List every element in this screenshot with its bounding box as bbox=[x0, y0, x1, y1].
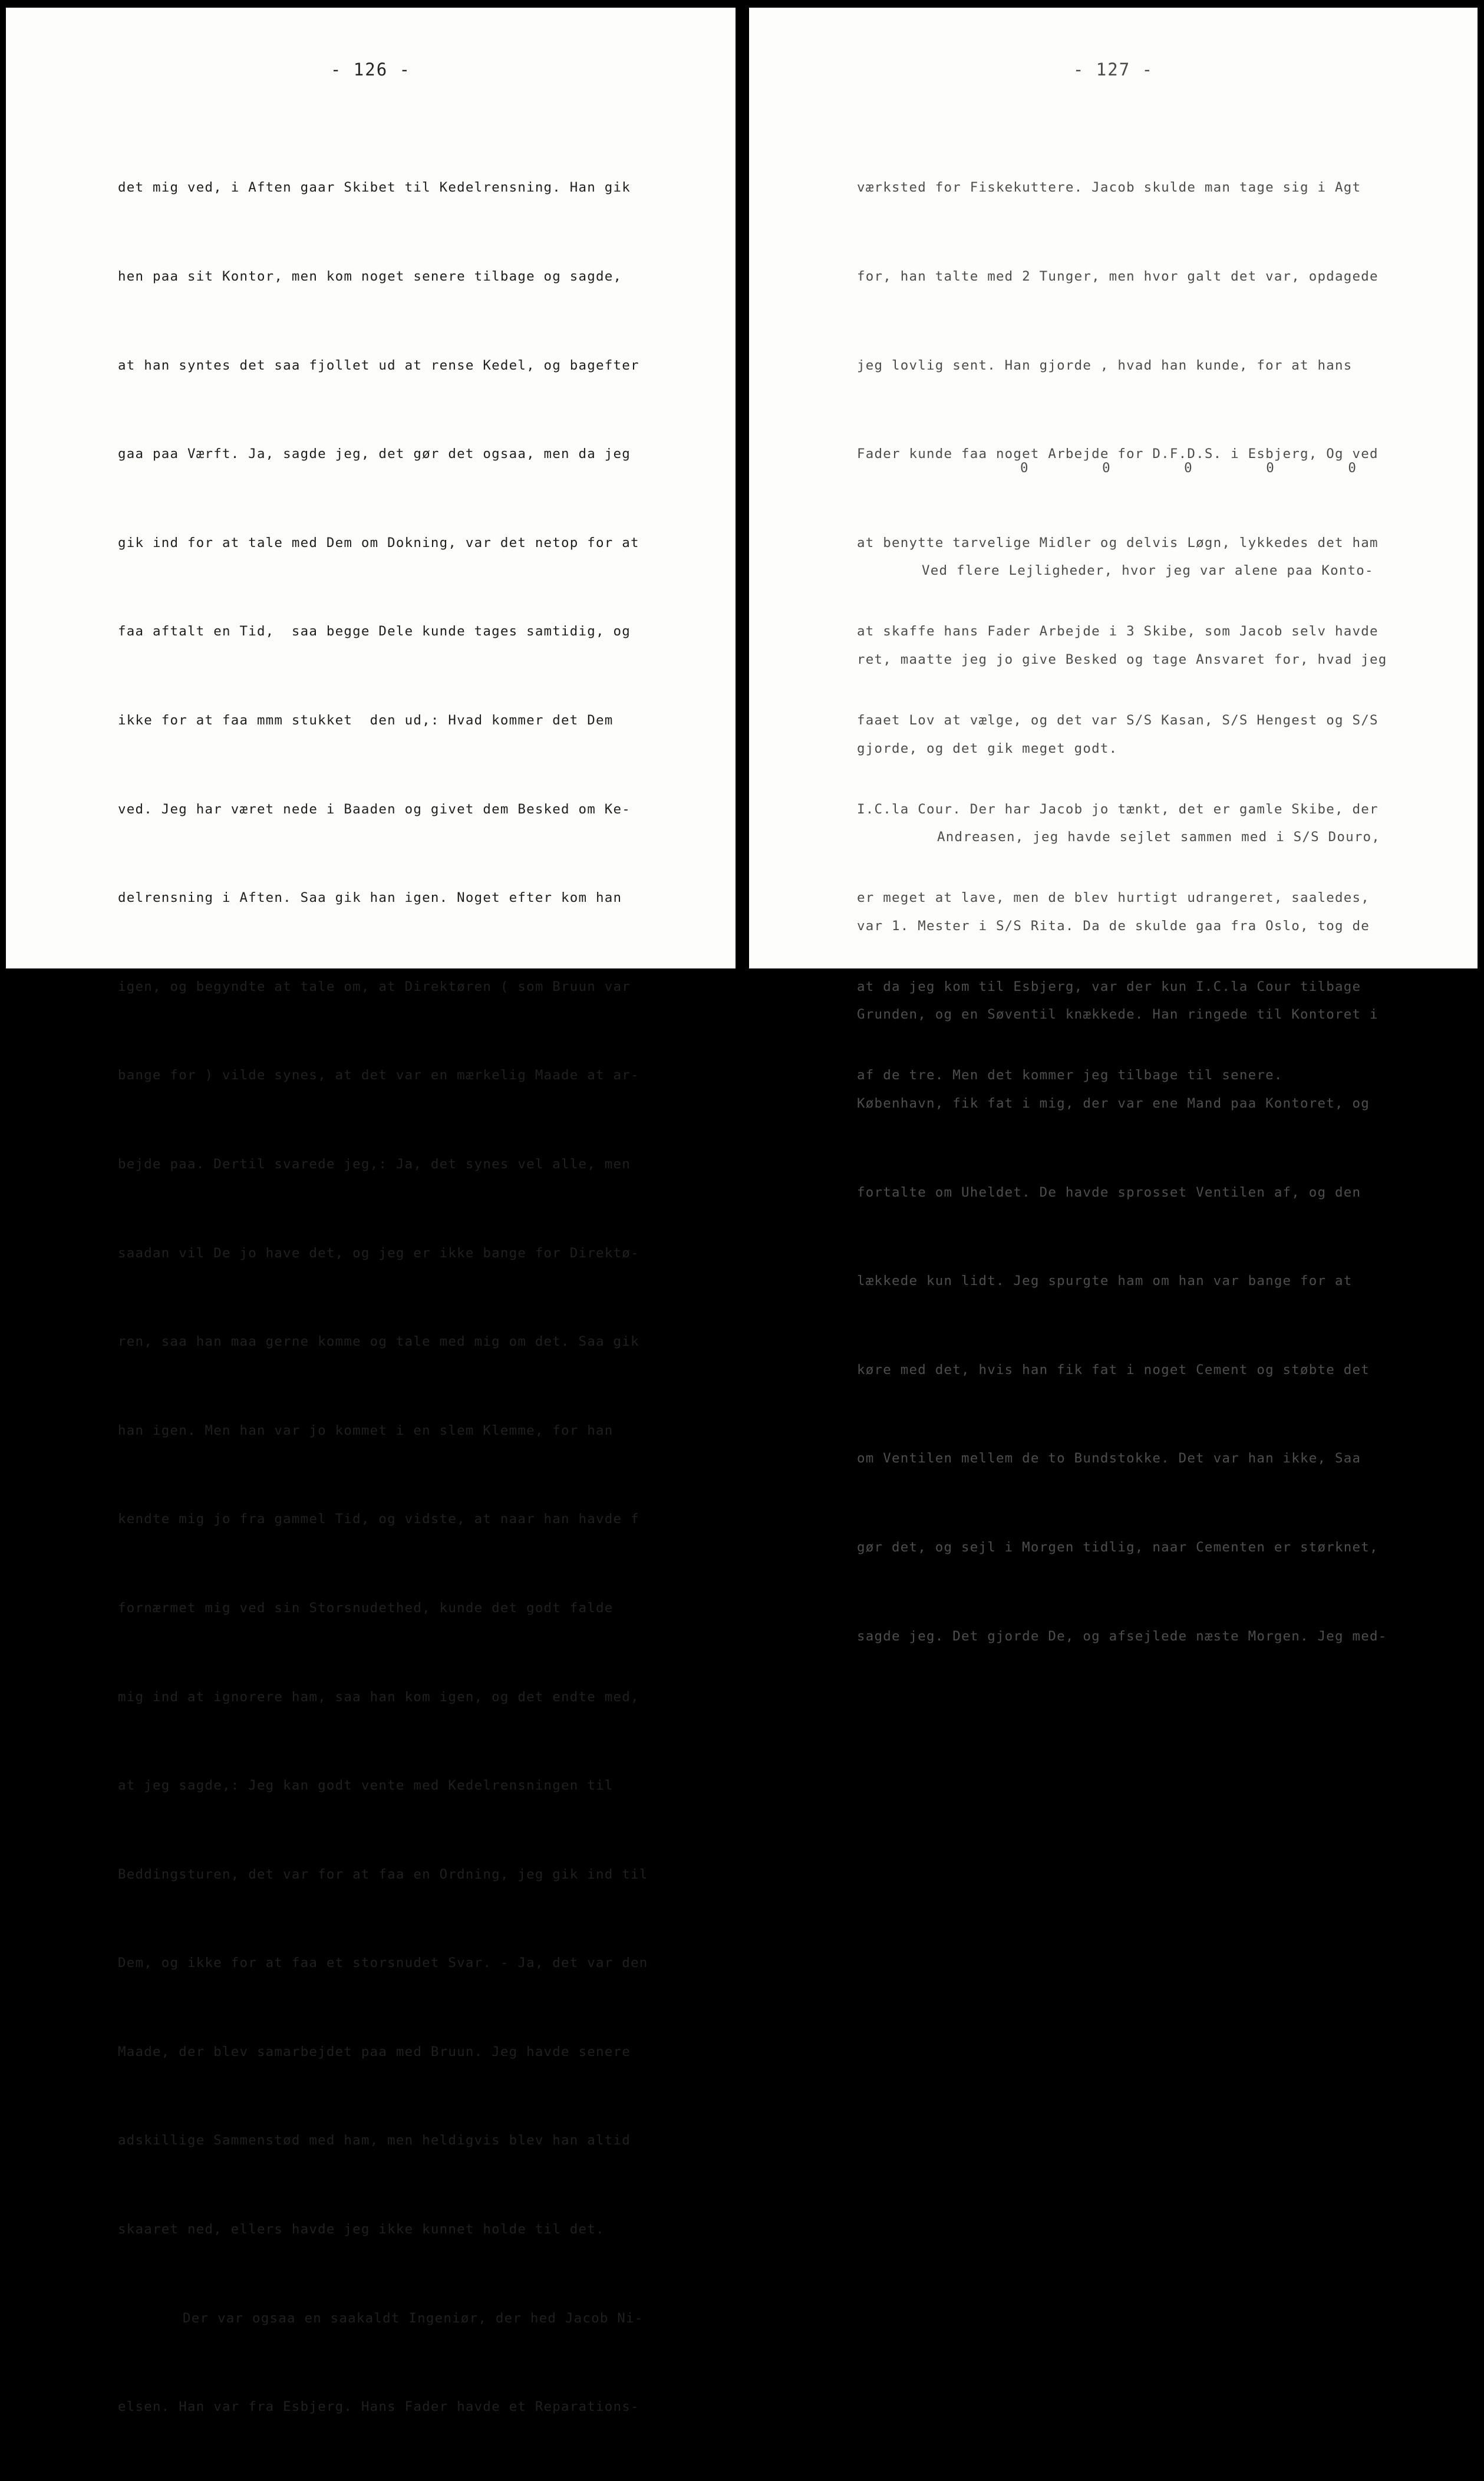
text-line: Maade, der blev samarbejdet paa med Bruun. Jeg havde senere bbox=[118, 2044, 631, 2060]
text-line: saadan vil De jo have det, og jeg er ikke bange for Direktø- bbox=[118, 1245, 639, 1261]
paragraph-start-line bbox=[118, 2304, 648, 2333]
text-line: I.C.la Cour. Der har Jacob jo tænkt, det er gamle Skibe, der bbox=[857, 801, 1379, 817]
text-line: han igen. Men han var jo kommet i en slem Klemme, for han bbox=[118, 1422, 614, 1438]
text-line: gør det, og sejl i Morgen tidlig, naar Cementen er størknet, bbox=[857, 1539, 1379, 1555]
text-line: det mig ved, i Aften gaar Skibet til Kedelrensning. Han gik bbox=[118, 180, 631, 196]
text-line: gjorde, og det gik meget godt. bbox=[857, 740, 1118, 756]
text-line: fornærmet mig ved sin Storsnudethed, kunde det godt falde bbox=[118, 1600, 614, 1616]
text-line: gaa paa Værft. Ja, sagde jeg, det gør det ogsaa, men da jeg bbox=[118, 446, 631, 462]
text-line: hen paa sit Kontor, men kom noget senere tilbage og sagde, bbox=[118, 269, 622, 284]
text-line: faa aftalt en Tid, saa begge Dele kunde tages samtidig, og bbox=[118, 624, 631, 640]
text-line: ikke for at faa mmm stukket den ud,: Hvad kommer det Dem bbox=[118, 712, 614, 728]
text-line: gik ind for at tale med Dem om Dokning, var det netop for at bbox=[118, 535, 639, 551]
text-line: bejde paa. Dertil svarede jeg,: Ja, det synes vel alle, men bbox=[118, 1156, 631, 1172]
text-line: København, fik fat i mig, der var ene Mand paa Kontoret, og bbox=[857, 1095, 1370, 1111]
text-line: mig ind at ignorere ham, saa han kom igen, og det endte med, bbox=[118, 1689, 639, 1705]
text-line: for, han talte med 2 Tunger, men hvor galt det var, opdagede bbox=[857, 269, 1379, 284]
text-line: fortalte om Uheldet. De havde sprosset Ventilen af, og den bbox=[857, 1184, 1361, 1200]
text-line: igen, og begyndte at tale om, at Direktøren ( som Bruun var bbox=[118, 978, 631, 994]
text-line: Andreasen, jeg havde sejlet sammen med i S/S Douro, bbox=[937, 829, 1381, 845]
text-line: ret, maatte jeg jo give Besked og tage Ansvaret for, hvad jeg bbox=[857, 652, 1387, 667]
text-line: Dem, og ikke for at faa et storsnudet Svar. - Ja, det var den bbox=[118, 1955, 648, 1971]
left-page-body bbox=[118, 114, 648, 2481]
text-line: om Ventilen mellem de to Bundstokke. Det var han ikke, Saa bbox=[857, 1451, 1361, 1467]
section-separator: 0 0 0 0 0 bbox=[1020, 460, 1389, 476]
text-line: bange for ) vilde synes, at det var en mærkelig Maade at ar- bbox=[118, 1067, 639, 1083]
text-line: skaaret ned, ellers havde jeg ikke kunnet holde til det. bbox=[118, 2222, 605, 2238]
right-page-body-bottom bbox=[857, 497, 1387, 1710]
text-line: Grunden, og en Søventil knækkede. Han ringede til Kontoret i bbox=[857, 1007, 1379, 1023]
paragraph-start-line bbox=[857, 556, 1387, 585]
right-page-number: - 127 - bbox=[1073, 60, 1154, 80]
text-line: Fader kunde faa noget Arbejde for D.F.D.S. i Esbjerg, Og ved bbox=[857, 446, 1379, 462]
left-page-number: - 126 - bbox=[330, 60, 411, 80]
text-line: jeg lovlig sent. Han gjorde , hvad han kunde, for at hans bbox=[857, 357, 1353, 373]
text-line: var 1. Mester i S/S Rita. Da de skulde gaa fra Oslo, tog de bbox=[857, 918, 1370, 934]
left-page bbox=[6, 8, 736, 2415]
text-line: er meget at lave, men de blev hurtigt udrangeret, saaledes, bbox=[857, 890, 1370, 906]
paragraph-start-line bbox=[857, 822, 1387, 852]
text-line: Beddingsturen, det var for at faa en Ordning, jeg gik ind til bbox=[118, 1866, 648, 1882]
text-line: sagde jeg. Det gjorde De, og afsejlede næste Morgen. Jeg med- bbox=[857, 1628, 1387, 1644]
text-line: adskillige Sammenstød med ham, men heldigvis blev han altid bbox=[118, 2133, 631, 2149]
text-line: Der var ogsaa en saakaldt Ingeniør, der hed Jacob Ni- bbox=[183, 2310, 644, 2326]
text-line: køre med det, hvis han fik fat i noget Cement og støbte det bbox=[857, 1362, 1370, 1378]
text-line: ved. Jeg har været nede i Baaden og givet dem Besked om Ke- bbox=[118, 801, 631, 817]
text-line: at da jeg kom til Esbjerg, var der kun I.C.la Cour tilbage bbox=[857, 978, 1361, 994]
text-line: faaet Lov at vælge, og det var S/S Kasan, S/S Hengest og S/S bbox=[857, 712, 1379, 728]
text-line: værksted for Fiskekuttere. Jacob skulde man tage sig i Agt bbox=[857, 180, 1361, 196]
text-line: ren, saa han maa gerne komme og tale med mig om det. Saa gik bbox=[118, 1334, 639, 1350]
text-line: at benytte tarvelige Midler og delvis Løgn, lykkedes det ham bbox=[857, 535, 1379, 551]
text-line: at skaffe hans Fader Arbejde i 3 Skibe, som Jacob selv havde bbox=[857, 624, 1379, 640]
text-line: at han syntes det saa fjollet ud at rense Kedel, og bagefter bbox=[118, 357, 639, 373]
text-line: Ved flere Lejligheder, hvor jeg var alene paa Konto- bbox=[922, 563, 1374, 579]
text-line: af de tre. Men det kommer jeg tilbage til senere. bbox=[857, 1067, 1283, 1083]
right-page bbox=[749, 8, 1478, 1644]
text-line: at jeg sagde,: Jeg kan godt vente med Kedelrensningen til bbox=[118, 1778, 614, 1794]
text-line: lækkede kun lidt. Jeg spurgte ham om han var bange for at bbox=[857, 1273, 1353, 1289]
text-line: elsen. Han var fra Esbjerg. Hans Fader havde et Reparations- bbox=[118, 2399, 639, 2415]
text-line: delrensning i Aften. Saa gik han igen. Noget efter kom han bbox=[118, 890, 622, 906]
text-line: kendte mig jo fra gammel Tid, og vidste, at naar han havde f bbox=[118, 1511, 639, 1527]
